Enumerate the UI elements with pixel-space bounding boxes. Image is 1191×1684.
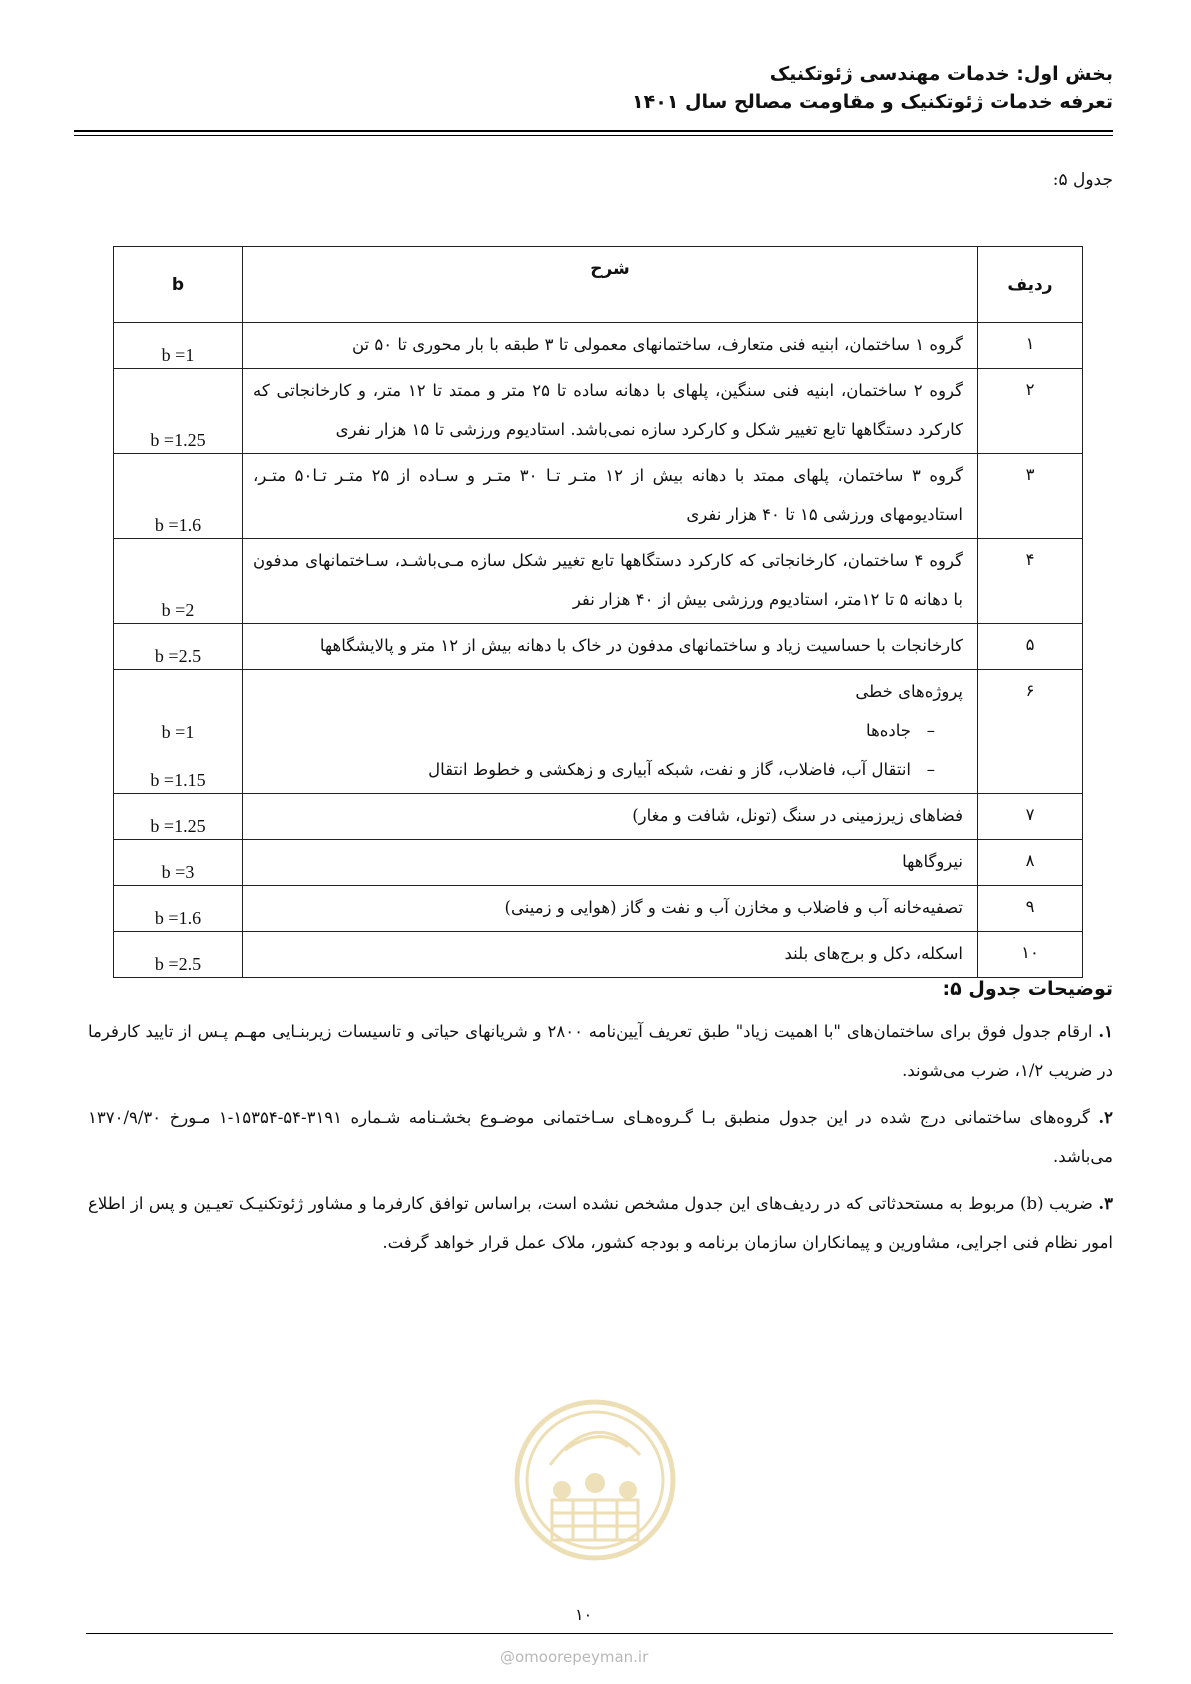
- row-index: ۴: [978, 539, 1083, 624]
- row-index: ۹: [978, 886, 1083, 932]
- b-value-transmission: b =1.15: [150, 770, 206, 790]
- sub-item-roads: جاده‌ها: [866, 721, 911, 740]
- row-description: گروه ۱ ساختمان، ابنیه فنی متعارف، ساختمانهای معمولی تا ۳ طبقه با بار محوری تا ۵۰ تن: [243, 323, 978, 369]
- note-number: ۱.: [1098, 1022, 1114, 1041]
- table-caption: جدول ۵:: [1052, 170, 1113, 190]
- table-row: [114, 369, 1083, 454]
- note-text: ارقام جدول فوق برای ساختمان‌های "با اهمیت زیاد" طبق تعریف آیین‌نامه ۲۸۰۰ و شریانهای حیاتی و تاسیسات زیربنـایی مهـم پـس از تایید کارفرما در ضریب ۱/۲، ضرب می‌شوند.: [88, 1022, 1113, 1080]
- linear-projects-sub-item: – انتقال آب، فاضلاب، گاز و نفت، شبکه آبیاری و زهکشی و خطوط انتقال: [428, 760, 935, 779]
- table-row: [114, 323, 1083, 369]
- row-index: ۲: [978, 369, 1083, 454]
- note-number: ۳.: [1098, 1194, 1114, 1213]
- row-b-value: b =1.6: [114, 454, 243, 539]
- table-row: [114, 539, 1083, 624]
- table-row: [114, 624, 1083, 670]
- row-description: گروه ۳ ساختمان، پلهای ممتد با دهانه بیش از ۱۲ متـر تـا ۳۰ متـر و سـاده از ۲۵ متـر تـا۵۰ متـر، استادیومهای ورزشی ۱۵ تا ۴۰ هزار نفری: [243, 454, 978, 539]
- note-item: [88, 1012, 1113, 1090]
- row-index: ۷: [978, 794, 1083, 840]
- row-index: ۳: [978, 454, 1083, 539]
- row-description: [243, 670, 978, 794]
- row-b-value: [114, 670, 243, 794]
- header-row-index: ردیف: [978, 247, 1083, 323]
- linear-projects-sub-item: – جاده‌ها: [866, 721, 935, 740]
- table-row: [114, 886, 1083, 932]
- row-description: اسکله، دکل و برج‌های بلند: [243, 932, 978, 978]
- note-text: گروه‌های ساختمانی درج شده در این جدول منطبق بـا گـروه‌هـای سـاختمانی موضـوع بخشـنامه شـماره ۳۱۹۱-۵۴-۱۵۳۵۴-۱ مـورخ ۱۳۷۰/۹/۳۰ می‌باشد.: [88, 1108, 1113, 1166]
- row-b-value: b =3: [114, 840, 243, 886]
- table-row: [114, 932, 1083, 978]
- header-b: b: [114, 247, 243, 323]
- document-title: تعرفه خدمات ژئوتکنیک و مقاومت مصالح سال ۱۴۰۱: [632, 91, 1113, 113]
- row-b-value: b =1: [114, 323, 243, 369]
- row-description: تصفیه‌خانه آب و فاضلاب و مخازن آب و نفت و گاز (هوایی و زمینی): [243, 886, 978, 932]
- row-index: ۶: [978, 670, 1083, 794]
- table-row: [114, 670, 1083, 794]
- coefficient-table: [113, 246, 1083, 978]
- row-description: فضاهای زیرزمینی در سنگ (تونل، شافت و مغار): [243, 794, 978, 840]
- row-index: ۱۰: [978, 932, 1083, 978]
- row-b-value: b =1.25: [114, 794, 243, 840]
- row-description: نیروگاهها: [243, 840, 978, 886]
- table-notes: [88, 978, 1113, 1270]
- sub-item-transmission: انتقال آب، فاضلاب، گاز و نفت، شبکه آبیاری و زهکشی و خطوط انتقال: [428, 760, 911, 779]
- page-number: ۱۰: [575, 1605, 593, 1624]
- note-number: ۲.: [1098, 1108, 1113, 1127]
- note-item: [88, 1098, 1113, 1176]
- row-b-value: b =1.25: [114, 369, 243, 454]
- row-index: ۱: [978, 323, 1083, 369]
- header-description: شرح: [243, 247, 978, 323]
- footer-rule: [86, 1633, 1113, 1634]
- row-b-value: b =1.6: [114, 886, 243, 932]
- row-b-value: b =2: [114, 539, 243, 624]
- table-header-row: [114, 247, 1083, 323]
- header-rule-thin: [74, 135, 1113, 136]
- table-row: [114, 794, 1083, 840]
- row-description: گروه ۴ ساختمان، کارخانجاتی که کارکرد دستگاهها تابع تغییر شکل سازه مـی‌باشـد، سـاختمانهای مدفون با دهانه ۵ تا ۱۲متر، استادیوم ورزشی بیش از ۴۰ هزار نفر: [243, 539, 978, 624]
- table-row: [114, 840, 1083, 886]
- note-text: ضریب (b) مربوط به مستحدثاتی که در ردیف‌های این جدول مشخص نشده است، براساس توافق کارفرما و مشاور ژئوتکنیـک تعیـین و پس از اطلاع امور نظام فنی اجرایی، مشاورین و پیمانکاران سازمان برنامه و بودجه کشور، ملاک عمل قرار خواهد گرفت.: [88, 1194, 1113, 1252]
- watermark-seal-logo: [510, 1395, 680, 1565]
- row-index: ۸: [978, 840, 1083, 886]
- header-rule-thick: [74, 130, 1113, 132]
- row-description: گروه ۲ ساختمان، ابنیه فنی سنگین، پلهای با دهانه ساده تا ۲۵ متر و ممتد تا ۱۲ متر، و کارخانجاتی که کارکرد دستگاهها تابع تغییر شکل و کارکرد سازه نمی‌باشد. استادیوم ورزشی تا ۱۵ هزار نفری: [243, 369, 978, 454]
- page-header: [78, 60, 1113, 116]
- row-b-value: b =2.5: [114, 624, 243, 670]
- b-value-roads: b =1: [161, 722, 195, 742]
- watermark-url: @omoorepeyman.ir: [500, 1648, 649, 1666]
- linear-projects-title: پروژه‌های خطی: [855, 682, 963, 701]
- row-b-value: b =2.5: [114, 932, 243, 978]
- note-item: [88, 1184, 1113, 1262]
- notes-title: توضیحات جدول ۵:: [942, 978, 1113, 1000]
- section-title: بخش اول: خدمات مهندسی ژئوتکنیک: [769, 63, 1113, 85]
- row-description: کارخانجات با حساسیت زیاد و ساختمانهای مدفون در خاک با دهانه بیش از ۱۲ متر و پالایشگاهها: [243, 624, 978, 670]
- table-row: [114, 454, 1083, 539]
- row-index: ۵: [978, 624, 1083, 670]
